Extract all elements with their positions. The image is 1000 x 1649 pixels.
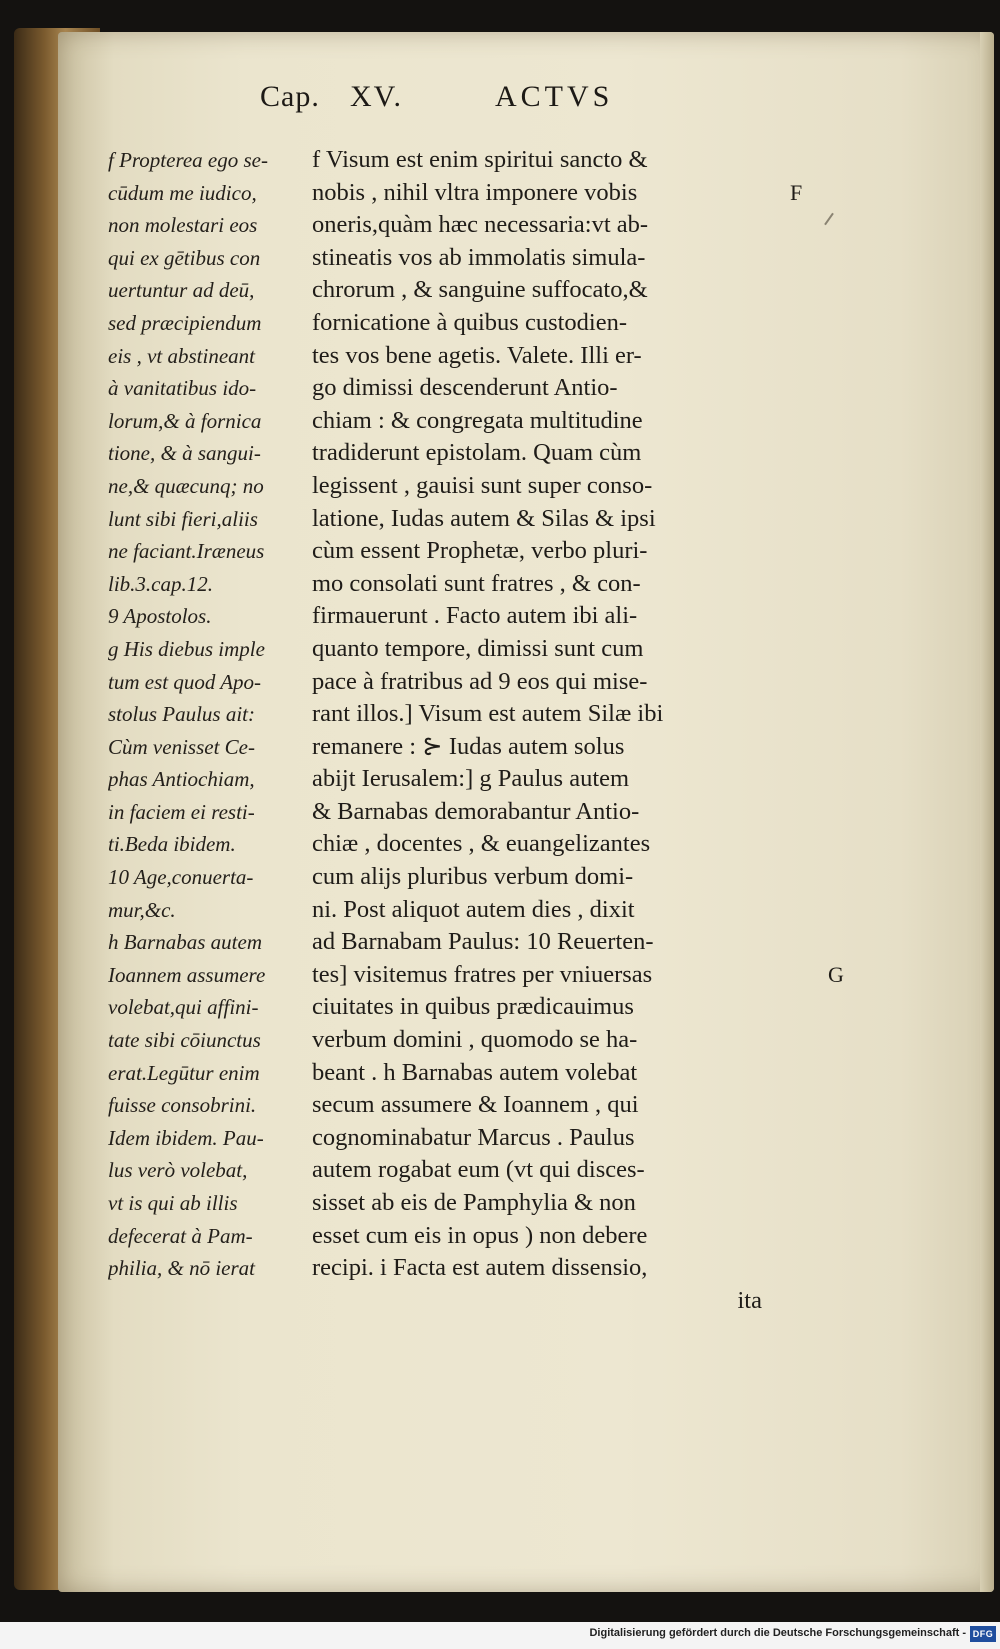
text-line: cùm essent Prophetæ, verbo pluri- (312, 537, 648, 565)
text-line: & Barnabas demorabantur Antio- (312, 797, 640, 825)
text-line: latione, Iudas autem & Silas & ipsi (312, 504, 656, 532)
page-edge (980, 32, 994, 1592)
main-text-column (312, 144, 782, 1317)
margin-note-line: stolus Paulus ait: (108, 702, 256, 727)
text-line: tradiderunt epistolam. Quam cùm (312, 439, 642, 467)
running-title: ACTVS (495, 80, 614, 113)
margin-note-line: ne faciant.Iræneus (108, 539, 265, 564)
margin-note-line: volebat,qui affini- (108, 995, 259, 1020)
margin-note-line: defecerat à Pam- (108, 1223, 253, 1248)
margin-note-line: Idem ibidem. Pau- (108, 1125, 264, 1150)
text-line: cognominabatur Marcus . Paulus (312, 1123, 635, 1151)
text-line: abijt Ierusalem:] g Paulus autem (312, 765, 630, 793)
margin-note-line: lus verò volebat, (108, 1158, 248, 1183)
text-line: f Visum est enim spiritui sancto & (312, 146, 648, 173)
margin-note-line: g His diebus imple (108, 636, 265, 661)
margin-note-line: ne,& quæcunq; no (108, 473, 264, 498)
text-line: sisset ab eis de Pamphylia & non (312, 1189, 636, 1216)
funding-credit: Digitalisierung gefördert durch die Deutsche Forschungsgemeinschaft - (589, 1627, 966, 1639)
margin-note-line: fuisse consobrini. (108, 1093, 257, 1118)
margin-note-line: 10 Age,conuerta- (108, 865, 254, 890)
margin-note-line: uertuntur ad deū, (108, 278, 255, 303)
margin-note-line: non molestari eos (108, 213, 258, 238)
chapter-label: Cap. (260, 80, 320, 113)
text-line: verbum domini , quomodo se ha- (312, 1026, 638, 1054)
margin-notes (108, 144, 308, 1285)
margin-note-line: tate sibi cōiunctus (108, 1028, 261, 1053)
text-line: stineatis vos ab immolatis simula- (312, 243, 646, 271)
margin-note-line: phas Antiochiam, (108, 767, 255, 792)
margin-note-line: Ioannem assumere (108, 962, 266, 987)
margin-note-line: tum est quod Apo- (108, 669, 262, 694)
margin-note-line: eis , vt abstineant (108, 343, 255, 368)
text-line: mo consolati sunt fratres , & con- (312, 569, 641, 597)
margin-note-line: mur,&c. (108, 897, 176, 922)
running-header (0, 80, 1000, 130)
catchword: ita (737, 1286, 762, 1314)
margin-note-line: in faciem ei resti- (108, 799, 255, 824)
margin-note-line: f Propterea ego se- (108, 148, 268, 172)
margin-note-line: h Barnabas autem (108, 930, 262, 955)
chapter-number: XV. (350, 80, 403, 113)
text-line: chrorum , & sanguine suffocato,& (312, 276, 648, 304)
gutter-section-letter-g: G (828, 962, 844, 987)
margin-note-line: lorum,& à fornica (108, 408, 262, 433)
text-line: firmauerunt . Facto autem ibi ali- (312, 602, 638, 630)
text-line: ni. Post aliquot autem dies , dixit (312, 895, 635, 923)
margin-note-line: lunt sibi fieri,aliis (108, 506, 258, 531)
margin-note-line: ti.Beda ibidem. (108, 832, 236, 857)
text-line: secum assumere & Ioannem , qui (312, 1091, 639, 1119)
text-line: ciuitates in quibus prædicauimus (312, 993, 634, 1021)
text-line: autem rogabat eum (vt qui disces- (312, 1156, 645, 1184)
text-line: fornicatione à quibus custodien- (312, 308, 628, 336)
text-line: pace à fratribus ad 9 eos qui mise- (312, 667, 648, 695)
margin-note-line: lib.3.cap.12. (108, 571, 213, 596)
digitization-footer (0, 1622, 1000, 1649)
text-line: esset cum eis in opus ) non debere (312, 1221, 648, 1249)
margin-note-line: à vanitatibus ido- (108, 376, 257, 401)
text-line: rant illos.] Visum est autem Silæ ibi (312, 700, 664, 728)
text-line: remanere : ⊱ Iudas autem solus (312, 732, 625, 760)
text-line: nobis , nihil vltra imponere vobis (312, 178, 638, 206)
text-line: oneris,quàm hæc necessaria:vt ab- (312, 211, 649, 239)
margin-note-line: 9 Apostolos. (108, 604, 212, 629)
margin-note-line: erat.Legūtur enim (108, 1060, 260, 1085)
text-line: legissent , gauisi sunt super conso- (312, 471, 653, 499)
text-line: recipi. i Facta est autem dissensio, (312, 1254, 648, 1282)
text-line: chiam : & congregata multitudine (312, 406, 643, 434)
margin-note-line: philia, & nō ierat (108, 1256, 255, 1281)
text-line: tes] visitemus fratres per vniuersas (312, 960, 653, 988)
text-line: go dimissi descenderunt Antio- (312, 374, 618, 402)
text-line: ad Barnabam Paulus: 10 Reuerten- (312, 928, 654, 956)
gutter-section-letter-f: F (790, 180, 803, 205)
text-line: chiæ , docentes , & euangelizantes (312, 830, 651, 858)
margin-note-line: tione, & à sangui- (108, 441, 261, 466)
dfg-logo: DFG (970, 1626, 996, 1642)
margin-note-line: cūdum me iudico, (108, 180, 257, 205)
margin-note-line: qui ex gētibus con (108, 245, 261, 270)
text-line: quanto tempore, dimissi sunt cum (312, 634, 644, 662)
text-line: cum alijs pluribus verbum domi- (312, 863, 634, 891)
margin-note-line: vt is qui ab illis (108, 1191, 238, 1215)
margin-note-line: sed præcipiendum (108, 310, 262, 335)
text-line: tes vos bene agetis. Valete. Illi er- (312, 341, 642, 369)
text-line: beant . h Barnabas autem volebat (312, 1058, 638, 1086)
margin-note-line: Cùm venisset Ce- (108, 734, 255, 759)
